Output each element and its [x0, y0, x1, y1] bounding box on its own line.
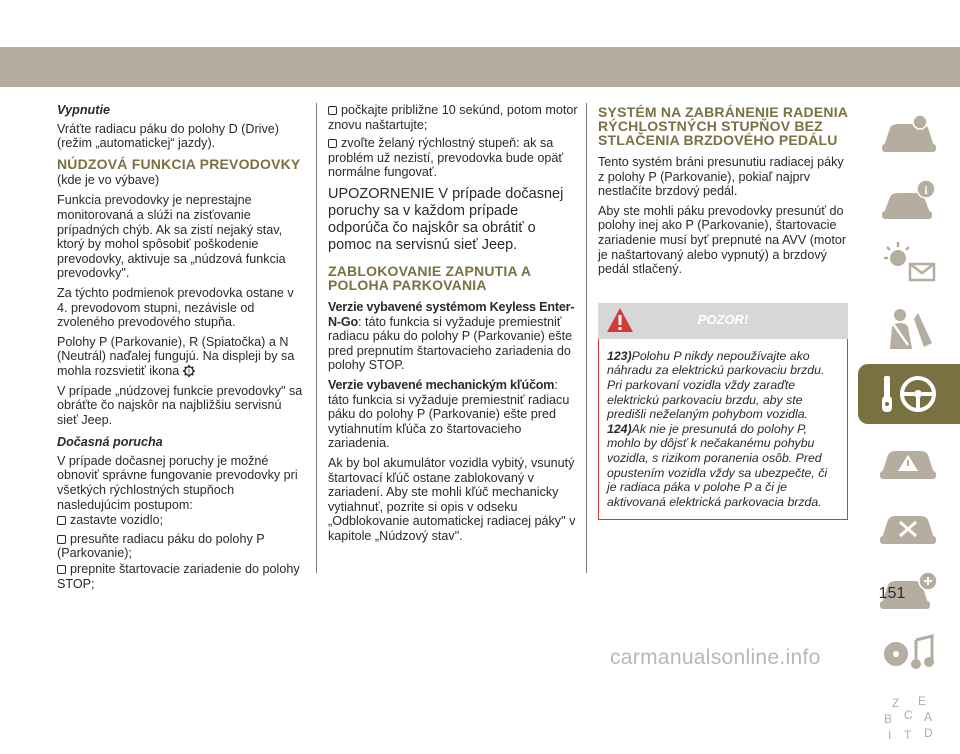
car-warning-icon[interactable] [858, 429, 960, 489]
svg-text:!: ! [187, 369, 190, 376]
key-steering-icon[interactable] [858, 364, 960, 424]
section-heading-nudzova: NÚDZOVÁ FUNKCIA PREVODOVKY [57, 155, 301, 172]
svg-text:i: i [924, 183, 928, 197]
seatbelt-airbag-icon[interactable] [858, 299, 960, 359]
warning-note: UPOZORNENIE V prípade dočasnej poruchy sa v každom prípade odporúča čo najskôr sa obrátiť o pomoc na servisnú sieť Jeep. [328, 185, 564, 253]
paragraph [57, 335, 305, 379]
watermark: carmanualsonline.info [610, 646, 821, 669]
page-number: 151 [878, 585, 906, 602]
column-right [598, 103, 848, 520]
caution-box [598, 339, 848, 521]
paragraph: V prípade „núdzovej funkcie prevodovky" sa obráťte čo najskôr na najbližšiu servisnú sieť Jeep. [57, 383, 303, 427]
checkbox-bullet-icon [328, 139, 337, 148]
index-letter: T [904, 728, 912, 742]
index-letter: C [904, 708, 913, 722]
checkbox-bullet-icon [57, 565, 66, 574]
section-heading-system: SYSTÉM NA ZABRÁNENIE RADENIA RÝCHLOSTNÝCH STUPŇOV BEZ STLAČENIA BRZDOVÉHO PEDÁLU [598, 104, 848, 148]
index-letter: D [924, 726, 933, 740]
caution-title: POZOR! [697, 312, 749, 328]
list-item: prepnite štartovacie zariadenie do polohy STOP; [57, 562, 300, 591]
index-letter: Z [892, 696, 900, 710]
checkbox-bullet-icon [57, 516, 66, 525]
paragraph: Verzie vybavené systémom Keyless Enter-N-Go: táto funkcia si vyžaduje premiestniť radiacu páku do polohy P (Parkovanie) ešte pred prepnutím štartovacieho zariadenia do polohy STOP. [328, 299, 575, 373]
index-letters-icon[interactable] [858, 689, 960, 749]
top-band [0, 47, 960, 87]
column-left [57, 103, 305, 596]
list-item: počkajte približne 10 sekúnd, potom motor znovu naštartujte; [328, 103, 578, 132]
gear-warning-icon [183, 365, 195, 377]
list-item: zastavte vozidlo; [57, 513, 305, 528]
lights-mail-icon[interactable] [858, 234, 960, 294]
paragraph: V prípade dočasnej poruchy je možné obnoviť správne fungovanie prevodovky pri všetkých rýchlostných stupňoch nasledujúcim postupom: [57, 453, 298, 512]
paragraph: Ak by bol akumulátor vozidla vybitý, vsunutý štartovací kľúč ostane zablokovaný v zariadení. Aby ste mohli kľúč mechanicky vytiahnuť, pozrite si opis v odseku „Odblokovanie automatickej radiacej páky" v kapitole „Núdzový stav". [328, 455, 576, 543]
car-tools-icon[interactable] [858, 494, 960, 554]
car-info-icon[interactable] [858, 169, 960, 229]
checkbox-bullet-icon [57, 535, 66, 544]
paragraph: Verzie vybavené mechanickým kľúčom: táto funkcia si vyžaduje premiestniť radiacu páku do polohy P (Parkovanie) ešte pred vytiahnutím kľúča zo štartovacieho zariadenia. [328, 377, 570, 451]
caution-item: 124)Ak nie je presunutá do polohy P, mohlo by dôjsť k nečakanému pohybu vozidla, s rizikom poranenia osôb. Pred opustením vozidla vždy sa ubezpečte, či je radiaca páka v polohe P a či je aktivovaná elektrická parkovacia brzda. [607, 421, 828, 509]
index-letter: I [888, 728, 892, 742]
index-letter: E [918, 694, 927, 708]
list-item: presuňte radiacu páku do polohy P (Parkovanie); [57, 531, 265, 561]
column-middle [328, 103, 578, 548]
section-heading-vypnutie: Vypnutie [57, 103, 110, 117]
section-heading-docasna: Dočasná porucha [57, 435, 163, 450]
list-item: zvoľte želaný rýchlostný stupeň: ak sa problém už nezistí, prevodovka bude opäť normálne fungovať. [328, 136, 564, 180]
paragraph: Aby ste mohli páku prevodovky presunúť do polohy inej ako P (Parkovanie), štartovacie zariadenie musí byť prepnuté na AVV (motor je naštartovaný alebo vypnutý) a brzdový pedál stlačený. [598, 203, 847, 277]
paragraph: Tento systém bráni presunutiu radiacej páky z polohy P (Parkovanie), pokiaľ najprv nestlačíte brzdový pedál. [598, 155, 844, 199]
index-letter: A [924, 710, 933, 724]
paragraph: Za týchto podmienok prevodovka ostane v 4. prevodovom stupni, nezávisle od zvoleného prevodového stupňa. [57, 285, 294, 330]
section-heading-zablokovanie: ZABLOKOVANIE ZAPNUTIA A POLOHA PARKOVANIA [328, 262, 531, 293]
paragraph: Vráťte radiacu páku do polohy D (Drive) (režim „automatickej“ jazdy). [57, 121, 279, 151]
multimedia-icon[interactable] [858, 624, 960, 684]
paragraph: Funkcia prevodovky je neprestajne monitorovaná a slúži na zisťovanie prípadných chýb. Ak sa zistí nejaký stav, ktorý by mohol spôsobiť poškodenie prevodovky, aktivuje sa „núdzová funkcia prevodovky". [57, 193, 286, 281]
checkbox-bullet-icon [328, 106, 337, 115]
paragraph: (kde je vo výbave) [57, 172, 160, 187]
index-letter: B [884, 712, 893, 726]
paragraph-text: Polohy P (Parkovanie), R (Spiatočka) a N (Neutrál) naďalej fungujú. Na displeji by sa mohla rozsvietiť ikona [57, 334, 295, 378]
column-divider [316, 103, 317, 573]
column-divider [586, 103, 587, 573]
warning-triangle-icon [606, 307, 634, 333]
caution-item: 123)Polohu P nikdy nepoužívajte ako náhradu za elektrickú parkovaciu brzdu. Pri parkovaní vozidla vždy zaraďte elektrickú parkovaciu brzdu, aby ste predišli neželaným pohybom vozidla. [607, 348, 825, 422]
caution-header [598, 303, 848, 339]
chapter-sidebar [858, 104, 960, 754]
car-dashboard-icon[interactable] [858, 104, 960, 164]
